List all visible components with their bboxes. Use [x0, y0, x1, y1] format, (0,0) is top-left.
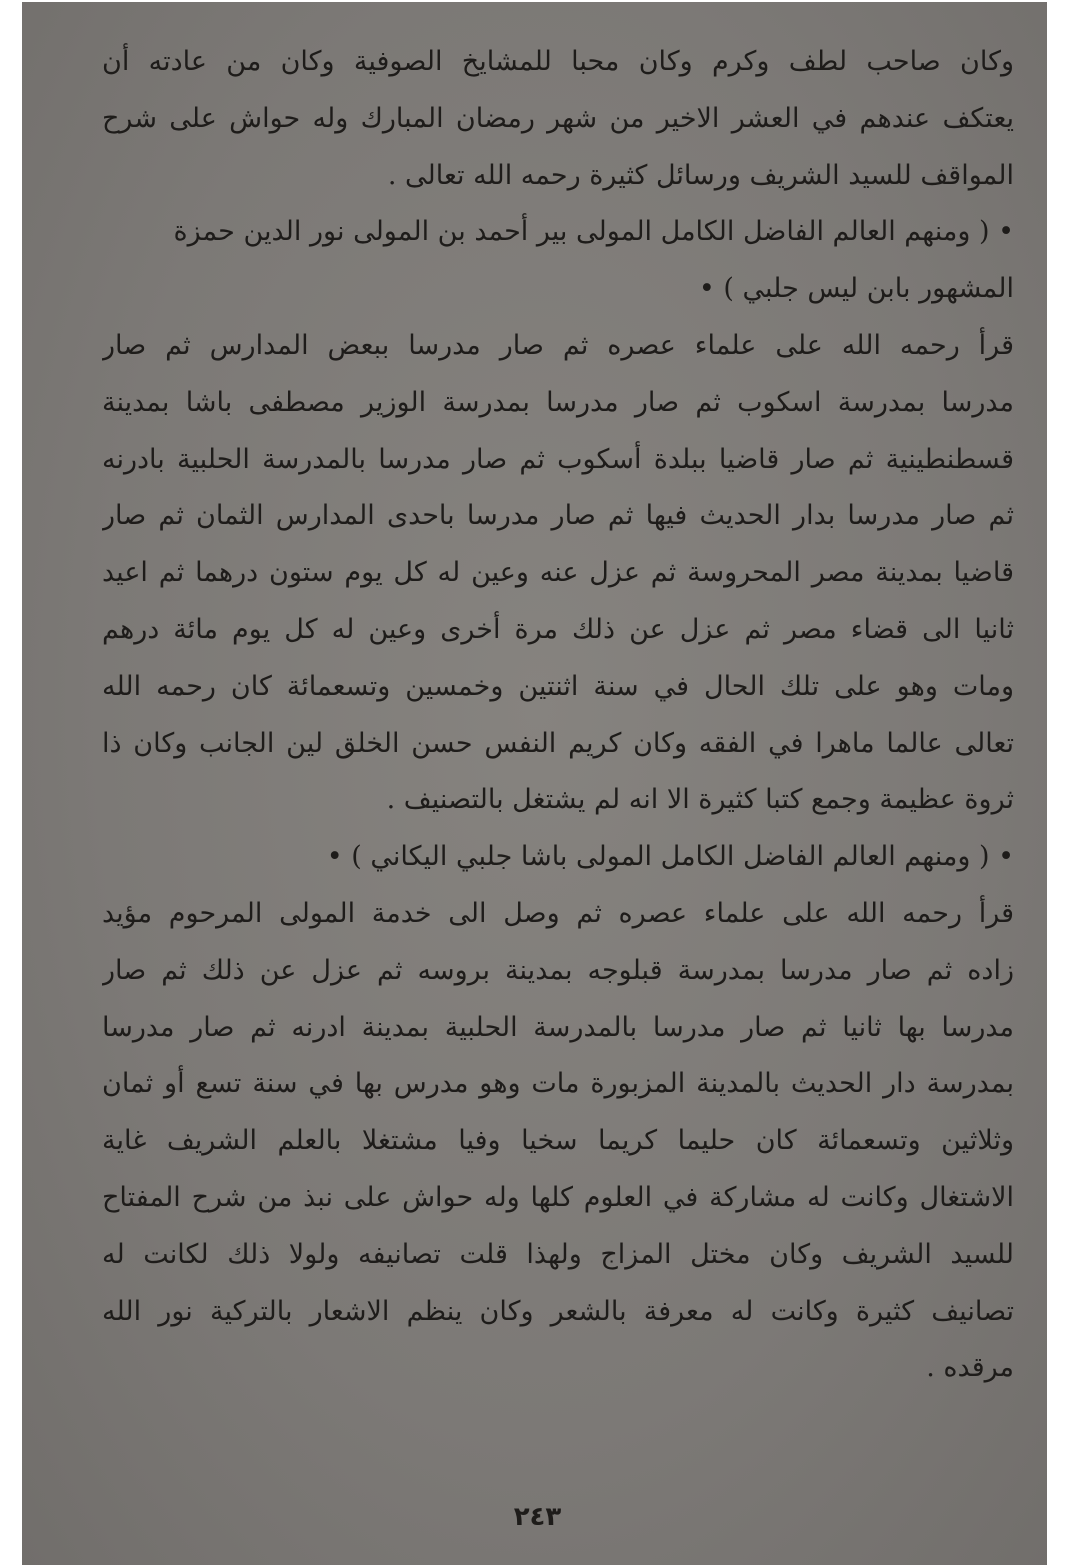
entry-heading: المشهور بابن ليس جلبي ) •	[698, 273, 1014, 305]
text-line: مدرسا بها ثانيا ثم صار مدرسا بالمدرسة الحلبية بمدينة ادرنه ثم صار مدرسا	[102, 1011, 1014, 1043]
text-line: مدرسا بمدرسة اسكوب ثم صار مدرسا بمدرسة الوزير مصطفى باشا بمدينة	[102, 386, 1014, 418]
text-line: مرقده .	[926, 1352, 1014, 1384]
text-line: ومات وهو على تلك الحال في سنة اثنتين وخمسين وتسعمائة كان رحمه الله	[102, 670, 1014, 702]
book-page	[22, 2, 1053, 1565]
entry-heading: • ( ومنهم العالم الفاضل الكامل المولى بير أحمد بن المولى نور الدين حمزة	[173, 216, 1014, 248]
page-number: ٢٤٣	[513, 1502, 562, 1532]
page-edge	[1047, 2, 1053, 1565]
text-line: قسطنطينية ثم صار قاضيا ببلدة أسكوب ثم صار مدرسا بالمدرسة الحلبية بادرنه	[102, 443, 1014, 475]
text-line: للسيد الشريف وكان مختل المزاج ولهذا قلت تصانيفه ولولا ذلك لكانت له	[102, 1238, 1014, 1270]
text-line: الاشتغال وكانت له مشاركة في العلوم كلها وله حواش على نبذ من شرح المفتاح	[102, 1181, 1014, 1213]
text-line: بمدرسة دار الحديث بالمدينة المزبورة مات وهو مدرس بها في سنة تسع أو ثمان	[102, 1068, 1014, 1100]
text-line: وكان صاحب لطف وكرم وكان محبا للمشايخ الصوفية وكان من عادته أن	[102, 46, 1014, 77]
text-line: تعالى عالما ماهرا في الفقه وكان كريم النفس حسن الخلق لين الجانب وكان ذا	[102, 727, 1014, 759]
text-line: تصانيف كثيرة وكانت له معرفة بالشعر وكان ينظم الاشعار بالتركية نور الله	[102, 1295, 1014, 1327]
text-line: وثلاثين وتسعمائة كان حليما كريما سخيا وفيا مشتغلا بالعلم الشريف غاية	[102, 1125, 1014, 1157]
text-line: يعتكف عندهم في العشر الاخير من شهر رمضان المبارك وله حواش على شرح	[102, 102, 1014, 134]
text-line: ثروة عظيمة وجمع كتبا كثيرة الا انه لم يشتغل بالتصنيف .	[386, 784, 1014, 816]
text-line: ثانيا الى قضاء مصر ثم عزل عن ذلك مرة أخرى وعين له كل يوم مائة درهم	[102, 613, 1014, 645]
text-line: قرأ رحمه الله على علماء عصره ثم صار مدرسا ببعض المدارس ثم صار	[102, 329, 1014, 361]
text-line: قرأ رحمه الله على علماء عصره ثم وصل الى خدمة المولى المرحوم مؤيد	[102, 897, 1014, 929]
text-line: زاده ثم صار مدرسا بمدرسة قبلوجه بمدينة بروسه ثم عزل عن ذلك ثم صار	[102, 954, 1014, 986]
text-line: قاضيا بمدينة مصر المحروسة ثم عزل عنه وعين له كل يوم ستون درهما ثم اعيد	[102, 557, 1014, 589]
page-body-text	[102, 34, 1014, 1397]
text-line: ثم صار مدرسا بدار الحديث فيها ثم صار مدرسا باحدى المدارس الثمان ثم صار	[102, 500, 1014, 532]
text-line: المواقف للسيد الشريف ورسائل كثيرة رحمه الله تعالى .	[387, 159, 1014, 191]
entry-heading: • ( ومنهم العالم الفاضل الكامل المولى باشا جلبي اليكاني ) •	[326, 841, 1014, 873]
